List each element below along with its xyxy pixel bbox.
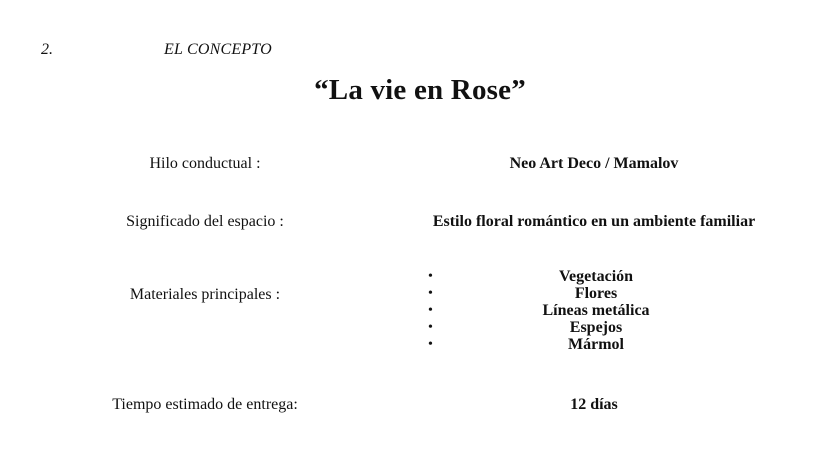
- hilo-conductual-value: Neo Art Deco / Mamalov: [509, 155, 679, 172]
- tiempo-entrega-label: Tiempo estimado de entrega:: [112, 396, 298, 413]
- material-label: Flores: [574, 285, 618, 302]
- list-item: [426, 285, 766, 302]
- material-label: Vegetación: [558, 268, 634, 285]
- tiempo-entrega-value: 12 días: [570, 396, 618, 413]
- material-label: Mármol: [568, 336, 624, 353]
- list-item: [426, 268, 766, 285]
- section-title: EL CONCEPTO: [164, 41, 272, 58]
- significado-label: Significado del espacio :: [126, 213, 284, 230]
- bullet-icon: •: [428, 303, 433, 318]
- bullet-icon: •: [428, 320, 433, 335]
- list-item: [426, 336, 766, 353]
- hilo-conductual-label: Hilo conductual :: [149, 155, 261, 172]
- materiales-list: [426, 268, 766, 353]
- page-title: “La vie en Rose”: [314, 74, 526, 106]
- bullet-icon: •: [428, 286, 433, 301]
- section-number: 2.: [41, 41, 53, 58]
- bullet-icon: •: [428, 337, 433, 352]
- bullet-icon: •: [428, 269, 433, 284]
- material-label: Líneas metálica: [542, 302, 650, 319]
- list-item: [426, 302, 766, 319]
- significado-value: Estilo floral romántico en un ambiente familiar: [432, 213, 756, 230]
- list-item: [426, 319, 766, 336]
- material-label: Espejos: [569, 319, 623, 336]
- materiales-label: Materiales principales :: [129, 286, 281, 303]
